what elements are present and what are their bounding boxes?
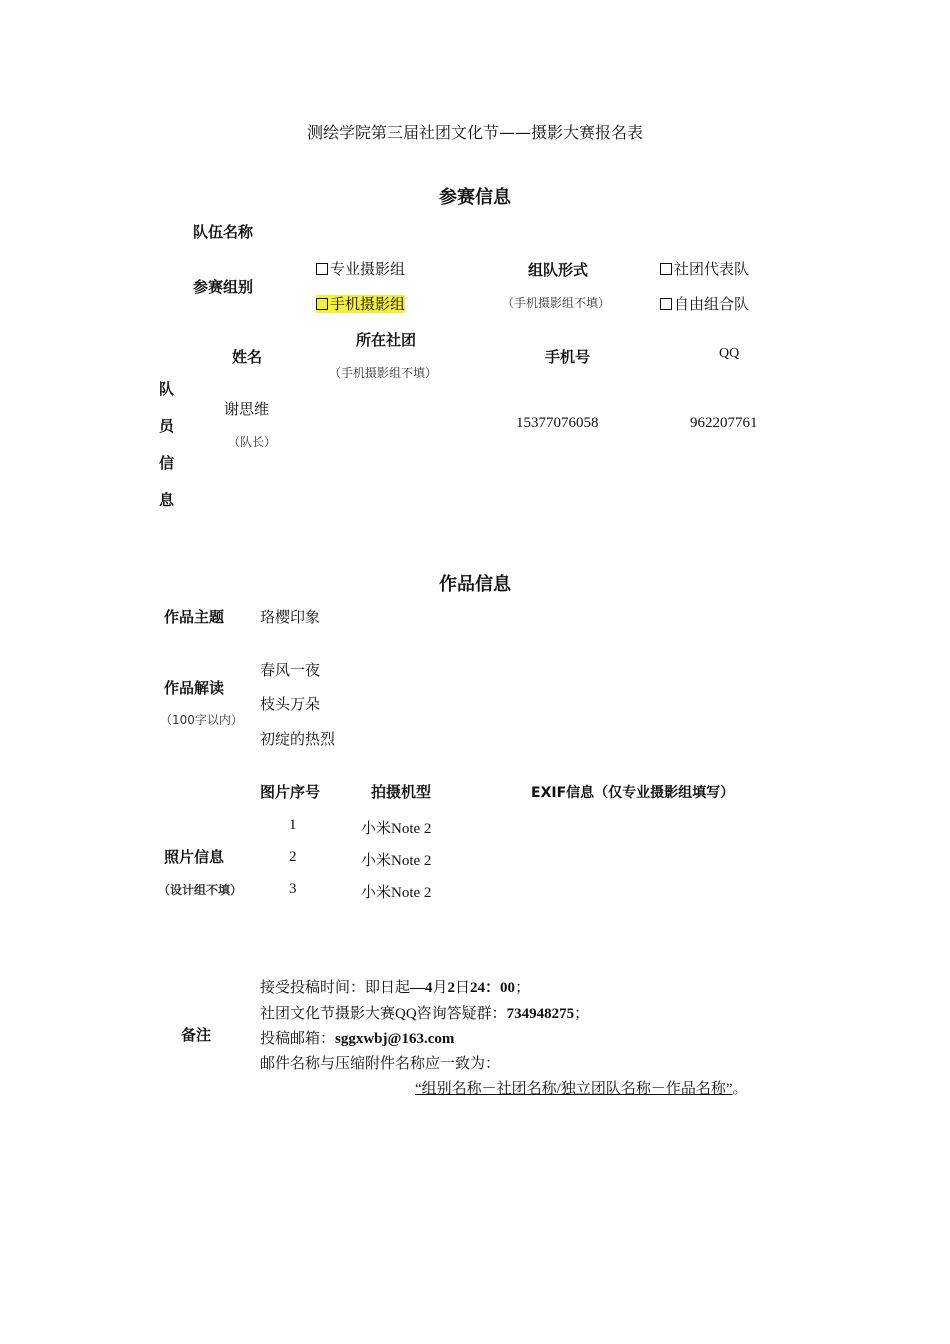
interpretation-label: 作品解读 bbox=[164, 679, 225, 697]
photo-label: 照片信息 bbox=[164, 848, 225, 866]
interpretation-line: 春风一夜 bbox=[260, 661, 321, 679]
remarks-line-naming: 邮件名称与压缩附件名称应一致为： bbox=[260, 1056, 501, 1072]
photo-row-camera: 小米Note 2 bbox=[361, 885, 432, 901]
photo-row-index: 2 bbox=[289, 849, 297, 865]
member-header-phone: 手机号 bbox=[545, 348, 591, 366]
group-option-mobile[interactable]: 手机摄影组 bbox=[316, 293, 405, 314]
member-side-label-4: 息 bbox=[159, 491, 175, 509]
photo-row-index: 3 bbox=[289, 881, 297, 897]
remarks-line-email: 投稿邮箱：sggxwbj@163.com bbox=[260, 1031, 455, 1047]
remarks-line-qq-group: 社团文化节摄影大赛QQ咨询答疑群：734948275； bbox=[260, 1006, 590, 1022]
photo-header-camera: 拍摄机型 bbox=[371, 783, 432, 801]
team-form-note: （手机摄影组不填） bbox=[502, 296, 611, 310]
photo-row-index: 1 bbox=[289, 817, 297, 833]
checkbox-icon[interactable] bbox=[316, 298, 328, 310]
member-side-label-2: 员 bbox=[159, 417, 175, 435]
member-phone: 15377076058 bbox=[516, 415, 599, 431]
interpretation-line: 枝头万朵 bbox=[260, 695, 321, 713]
section-heading-entry: 参赛信息 bbox=[439, 187, 511, 208]
checkbox-icon[interactable] bbox=[660, 263, 672, 275]
photo-row-camera: 小米Note 2 bbox=[361, 853, 432, 869]
team-name-label: 队伍名称 bbox=[193, 223, 254, 241]
group-option-pro[interactable]: 专业摄影组 bbox=[316, 258, 405, 279]
member-side-label-3: 信 bbox=[159, 454, 175, 472]
section-heading-work: 作品信息 bbox=[439, 574, 511, 595]
theme-value: 珞樱印象 bbox=[260, 608, 321, 626]
member-qq: 962207761 bbox=[690, 415, 758, 431]
interpretation-note: （100字以内） bbox=[160, 713, 243, 727]
interpretation-line: 初绽的热烈 bbox=[260, 730, 336, 748]
member-header-qq: QQ bbox=[719, 346, 740, 361]
member-header-name: 姓名 bbox=[232, 348, 263, 366]
team-form-option-club[interactable]: 社团代表队 bbox=[660, 258, 749, 279]
member-header-club-note: （手机摄影组不填） bbox=[329, 366, 438, 380]
checkbox-icon[interactable] bbox=[316, 263, 328, 275]
photo-header-exif: EXIF信息（仅专业摄影组填写） bbox=[531, 785, 735, 801]
remarks-line-format: “组别名称－社团名称/独立团队名称－作品名称”。 bbox=[415, 1081, 748, 1097]
team-form-option-free[interactable]: 自由组合队 bbox=[660, 293, 749, 314]
group-label: 参赛组别 bbox=[193, 278, 254, 296]
checkbox-icon[interactable] bbox=[660, 298, 672, 310]
page-title: 测绘学院第三届社团文化节——摄影大赛报名表 bbox=[306, 123, 643, 142]
member-role: （队长） bbox=[228, 435, 277, 449]
member-side-label-1: 队 bbox=[159, 380, 175, 398]
remarks-line-deadline: 接受投稿时间：即日起—4月2日24：00； bbox=[260, 980, 531, 996]
team-form-label: 组队形式 bbox=[528, 261, 589, 279]
theme-label: 作品主题 bbox=[164, 608, 225, 626]
photo-row-camera: 小米Note 2 bbox=[361, 821, 432, 837]
email-link[interactable]: sggxwbj@163.com bbox=[335, 1031, 455, 1047]
photo-header-index: 图片序号 bbox=[260, 783, 321, 801]
member-name: 谢思维 bbox=[224, 400, 270, 418]
photo-note: （设计组不填） bbox=[158, 883, 243, 897]
member-header-club: 所在社团 bbox=[356, 331, 417, 349]
remarks-label: 备注 bbox=[181, 1026, 212, 1044]
